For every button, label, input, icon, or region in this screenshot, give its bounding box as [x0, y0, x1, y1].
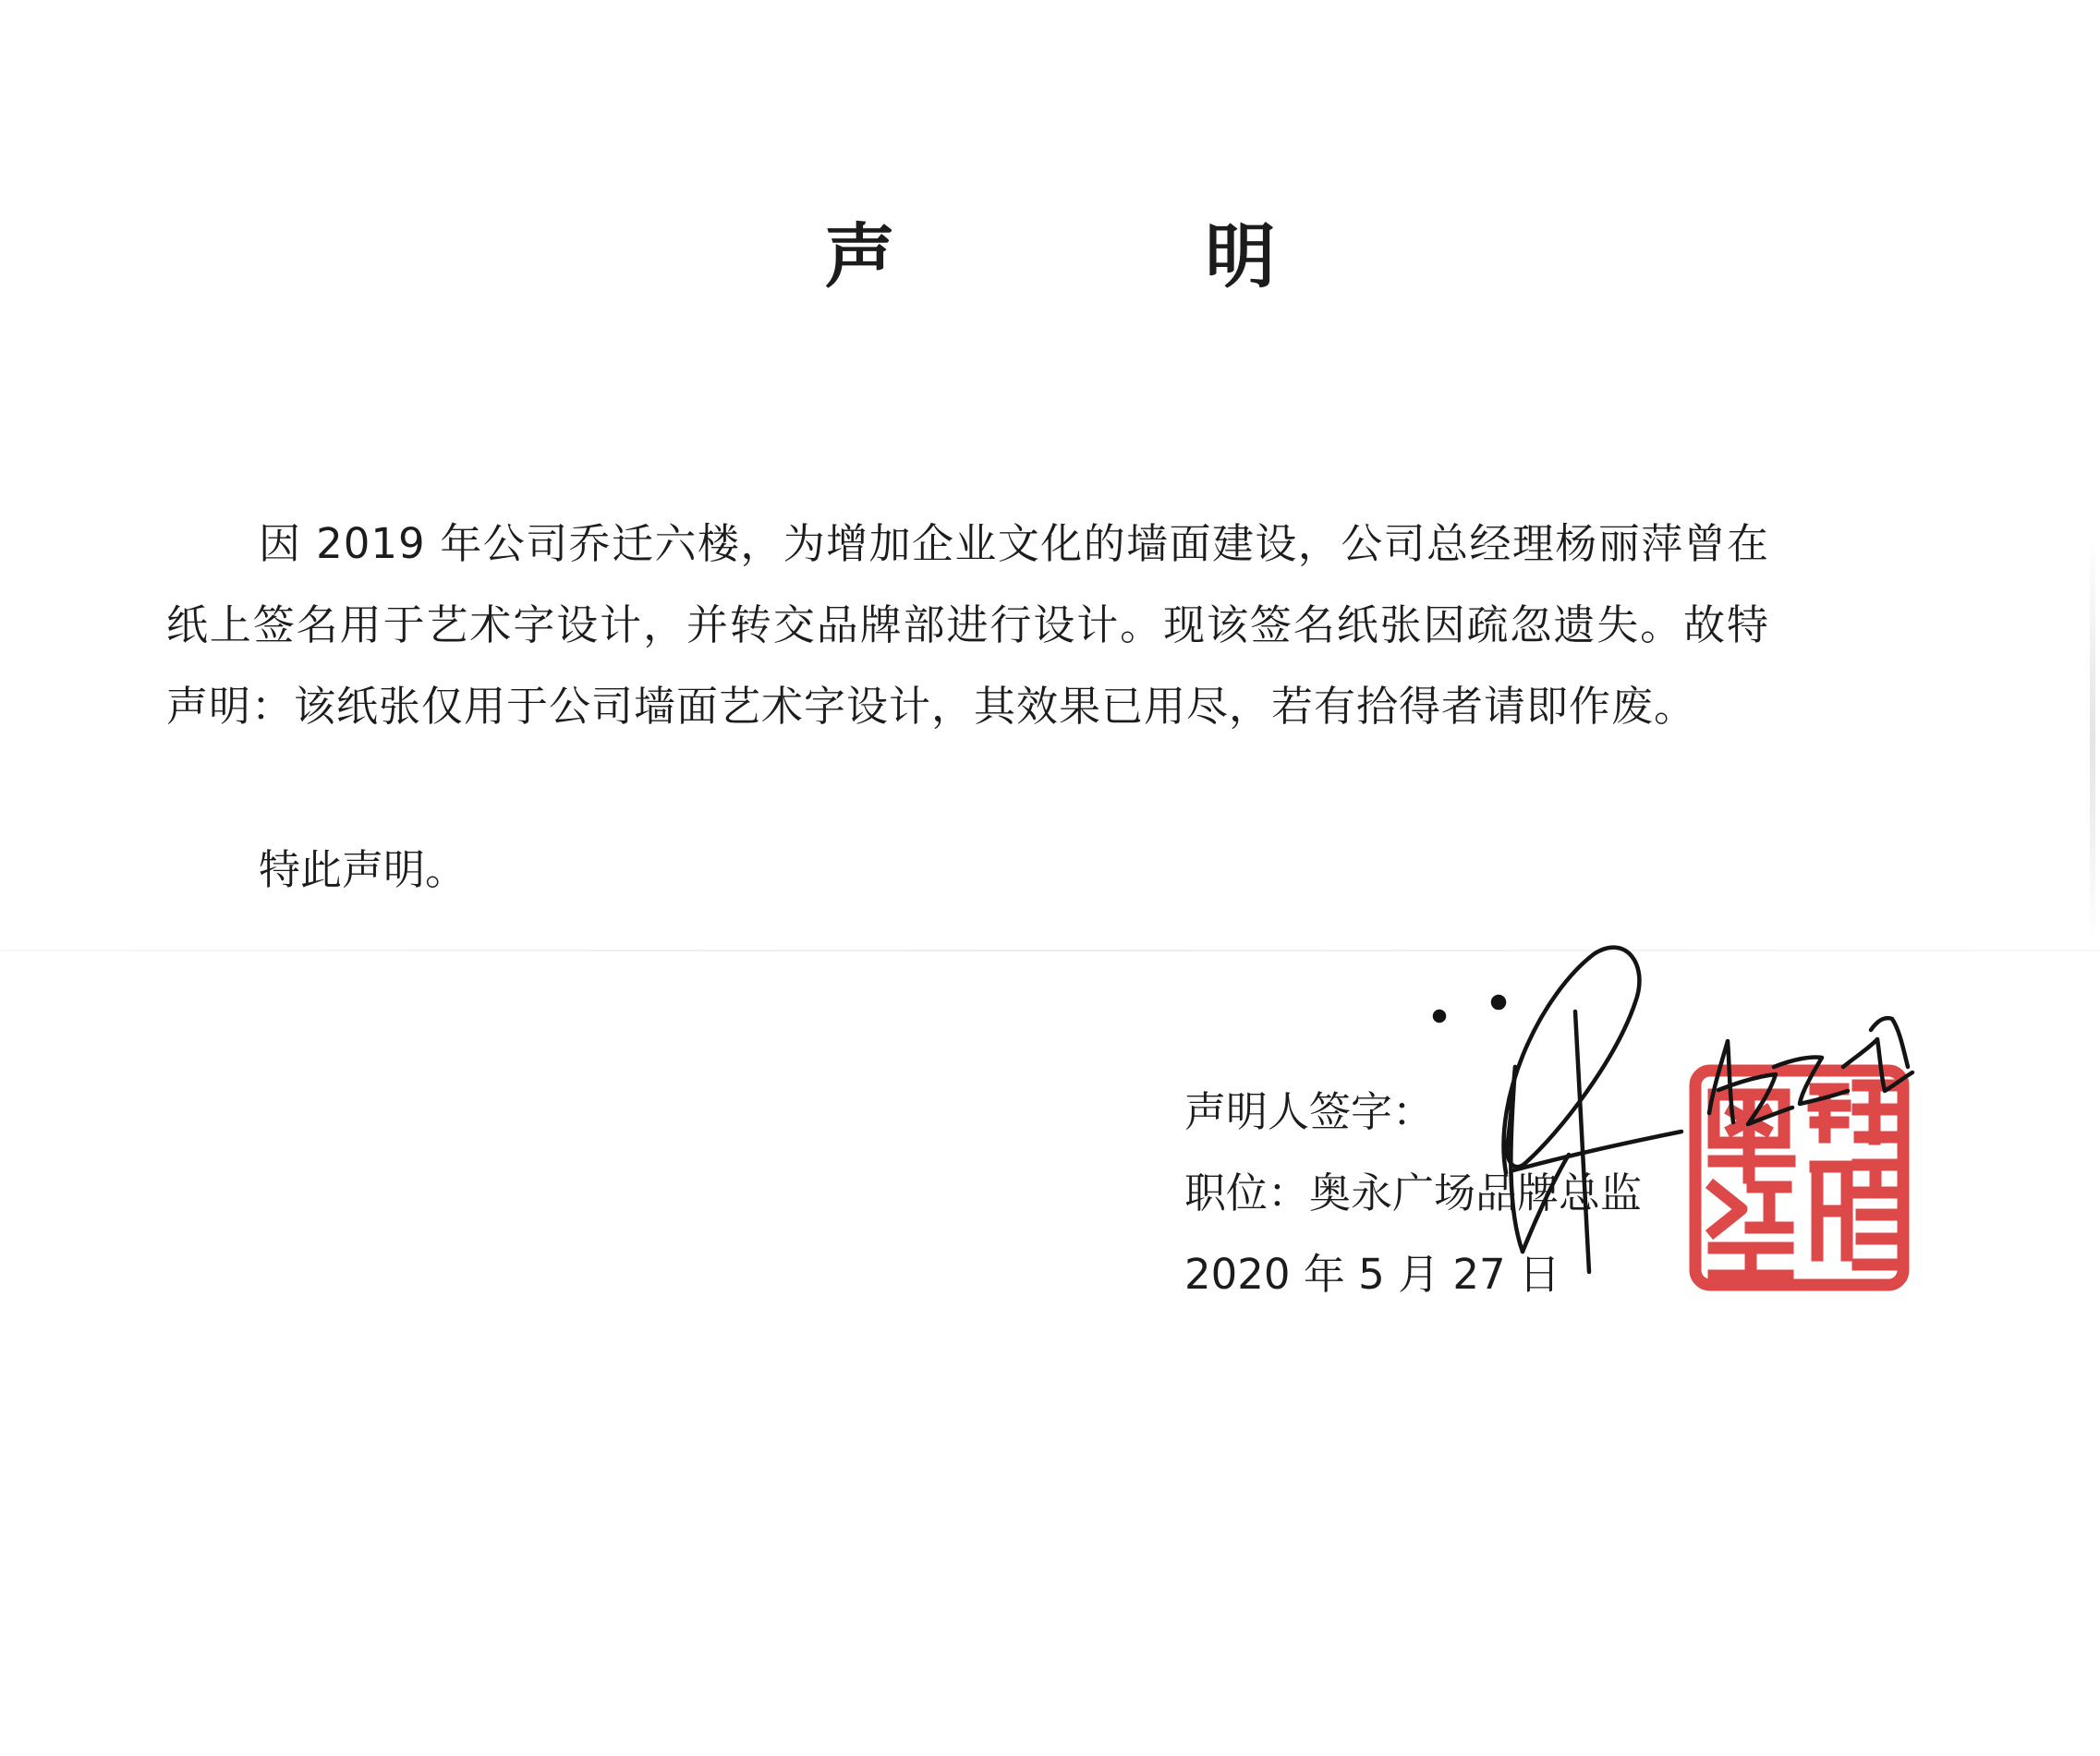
position-line: 职位：奥永广场品牌总监 — [1184, 1169, 1643, 1217]
signer-label: 声明人签字： — [1184, 1087, 1435, 1136]
date-line: 2020 年 5 月 27 日 — [1184, 1250, 1560, 1299]
declaration-body: 因 2019 年公司乔迁六楼，为增加企业文化的墙面建设，公司总经理杨丽萍曾在纸上签名用于艺术字设计，并转交品牌部进行设计。现该签名纸张因疏忽遗失。故特声明：该纸张仅用于公司墙面艺术字设计，其效果已用尽，若有拾得者请即作废。 — [166, 519, 1769, 731]
document-title: 声 明 — [824, 215, 1396, 297]
handwritten-signature — [1404, 928, 1977, 1316]
paper-edge-shadow — [2090, 536, 2095, 942]
closing-statement: 特此声明。 — [259, 845, 467, 894]
